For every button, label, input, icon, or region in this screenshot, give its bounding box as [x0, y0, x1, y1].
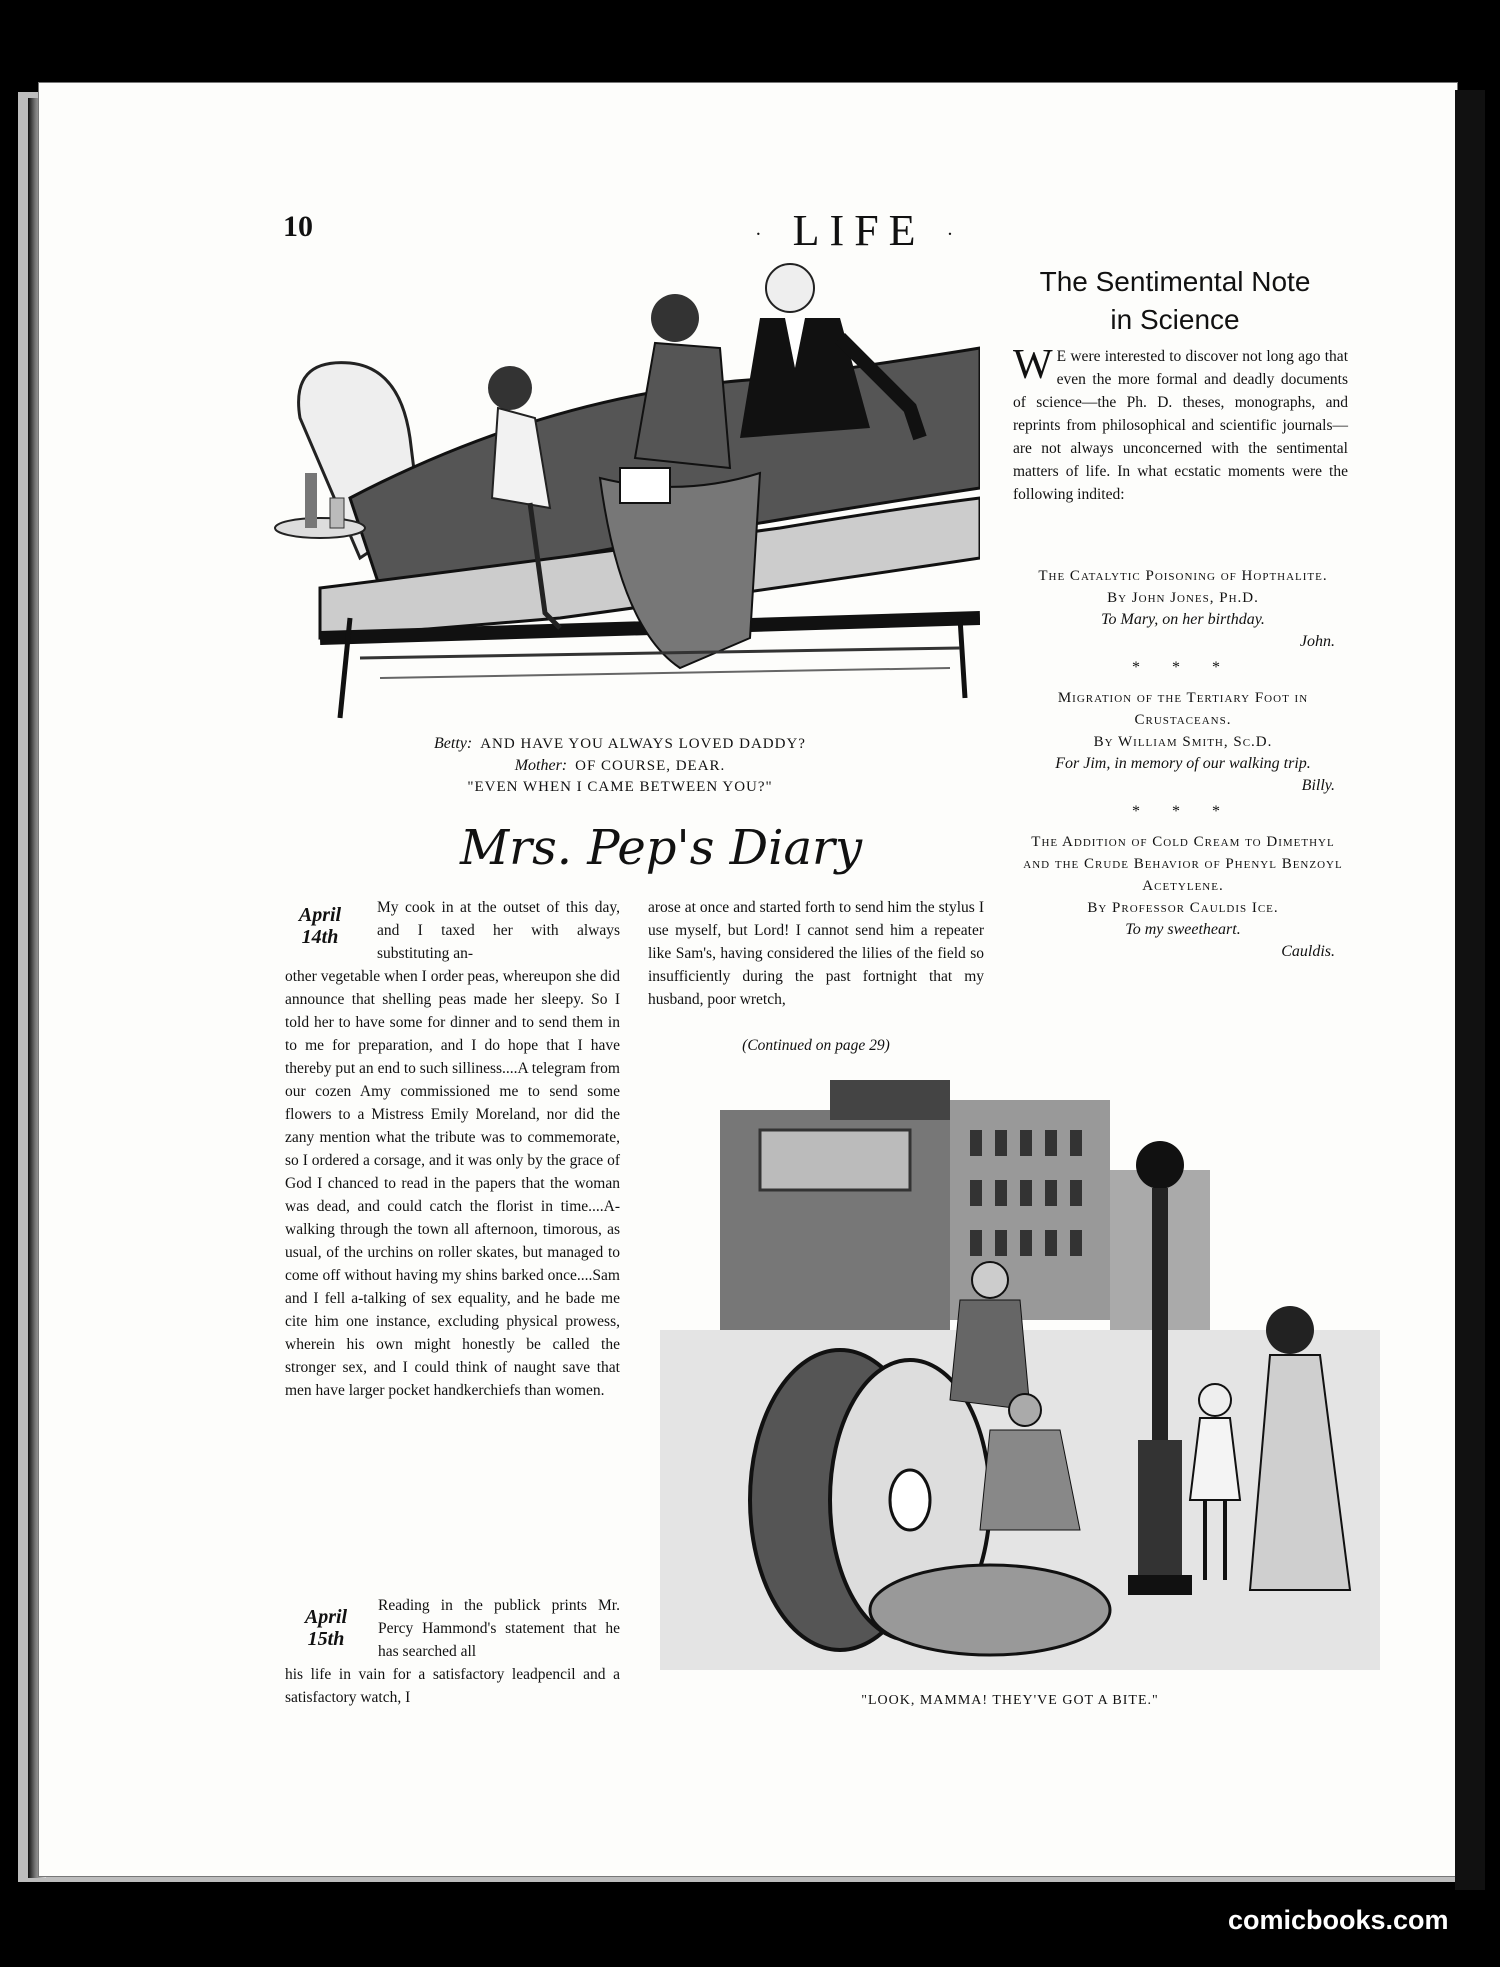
masthead-dot-right: · — [946, 223, 964, 246]
entry-signature: John. — [1299, 633, 1335, 650]
caption-speaker: Mother: — [514, 757, 568, 774]
entry-signature: Cauldis. — [1281, 943, 1335, 960]
science-entries — [1023, 565, 1343, 963]
entry-title: The Addition of Cold Cream to Dimethyl and the Crude Behavior of Phenyl Benzoyl Acetylene. — [1023, 834, 1343, 894]
science-intro — [1013, 342, 1348, 506]
entry-author: By John Jones, Ph.D. — [1107, 590, 1259, 606]
top-cartoon-caption — [300, 733, 940, 798]
bottom-cartoon-caption: "LOOK, MAMMA! THEY'VE GOT A BITE." — [861, 1693, 1159, 1708]
diary-entry1-opening: My cook in at the outset of this day, and I taxed her with always substituting an- — [377, 899, 620, 962]
entry-dedication: To Mary, on her birthday. — [1101, 611, 1265, 628]
diary-date-april-15 — [298, 1606, 354, 1650]
date-month: April — [298, 904, 342, 926]
masthead — [755, 205, 963, 256]
caption-text: OF COURSE, DEAR. — [575, 758, 726, 774]
source-watermark: comicbooks.com — [1228, 1905, 1449, 1935]
diary-title: Mrs. Pep's Diary — [460, 820, 863, 876]
science-title-line-2: in Science — [1110, 304, 1240, 335]
diary-column-2: arose at once and started forth to send him the stylus I use myself, but Lord! I cannot send him a repeater like Sam's, having considered the lilies of the field so insufficiently during the past fortnight that my husband, poor wretch, — [648, 899, 984, 1008]
masthead-dot-left: · — [755, 223, 772, 246]
science-title-line-1: The Sentimental Note — [1039, 266, 1311, 297]
caption-line-1 — [300, 733, 940, 755]
entry-title: Migration of the Tertiary Foot in Crustaceans. — [1057, 690, 1309, 728]
caption-line-3 — [300, 777, 940, 798]
street-manhole-illustration — [660, 1070, 1380, 1670]
science-entry — [1023, 687, 1343, 797]
science-intro-text: E were interested to discover not long ago that even the more formal and deadly documents of science—the Ph. D. theses, monographs, and reprints from philosophical and scientific journals—are not always unconcerned with the sentimental matters of life. In what ecstatic moments were the following indited: — [1013, 348, 1348, 503]
facing-page-edge — [1455, 90, 1485, 1890]
entry-author: By William Smith, Sc.D. — [1093, 734, 1273, 750]
masthead-title: LIFE — [792, 206, 926, 255]
entry-title: The Catalytic Poisoning of Hopthalite. — [1038, 568, 1328, 584]
science-article-title — [1010, 263, 1340, 339]
caption-line-2 — [300, 755, 940, 777]
entry-dedication: To my sweetheart. — [1125, 921, 1241, 938]
page-number: 10 — [283, 210, 313, 243]
caption-text: AND HAVE YOU ALWAYS LOVED DADDY? — [480, 736, 806, 752]
diary-entry1-body: other vegetable when I order peas, whereupon she did announce that shelling peas made her sleepy. So I told her to have some for dinner and to send them in to me for preparation, and I do hope that I have thereby put an end to such silliness....A telegram from our cozen Amy commissioned me to send some flowers to a Mistress Emily Moreland, nor did the zany mention what the tribute was to commemorate, so I ordered a corsage, and it was only by the grace of God I chanced to read in the papers that the woman was dead, and could catch the florist in time....A-walking through the town all afternoon, timorous, as usual, of the urchins on roller skates, but managed to come off without having my shins barked once....Sam and I fell a-talking of sex equality, and he bade me cite him one instance, excluding physical prowess, wherein his own might honestly be called the stronger sex, and I could think of naught save that men have larger pocket handkerchiefs than women. — [285, 968, 620, 1399]
diary-entry2-body: his life in vain for a satisfactory leadpencil and a satisfactory watch, I — [285, 1666, 620, 1706]
entry-signature: Billy. — [1301, 777, 1335, 794]
caption-speaker: Betty: — [434, 735, 473, 752]
science-entry — [1023, 831, 1343, 963]
date-day: 14th — [301, 926, 339, 948]
science-entry — [1023, 565, 1343, 653]
entry-separator: * * * — [1132, 659, 1234, 676]
diary-entry2-opening: Reading in the publick prints Mr. Percy Hammond's statement that he has searched all — [378, 1597, 620, 1660]
caption-text: "EVEN WHEN I CAME BETWEEN YOU?" — [467, 779, 773, 795]
date-day: 15th — [307, 1628, 345, 1650]
science-dropcap: W — [1013, 342, 1053, 388]
date-month: April — [304, 1606, 348, 1628]
entry-dedication: For Jim, in memory of our walking trip. — [1055, 755, 1311, 772]
family-sofa-illustration — [260, 258, 980, 728]
entry-author: By Professor Cauldis Ice. — [1087, 900, 1279, 916]
entry-separator: * * * — [1132, 803, 1234, 820]
continued-note: (Continued on page 29) — [742, 1037, 890, 1054]
diary-date-april-14 — [292, 904, 348, 948]
